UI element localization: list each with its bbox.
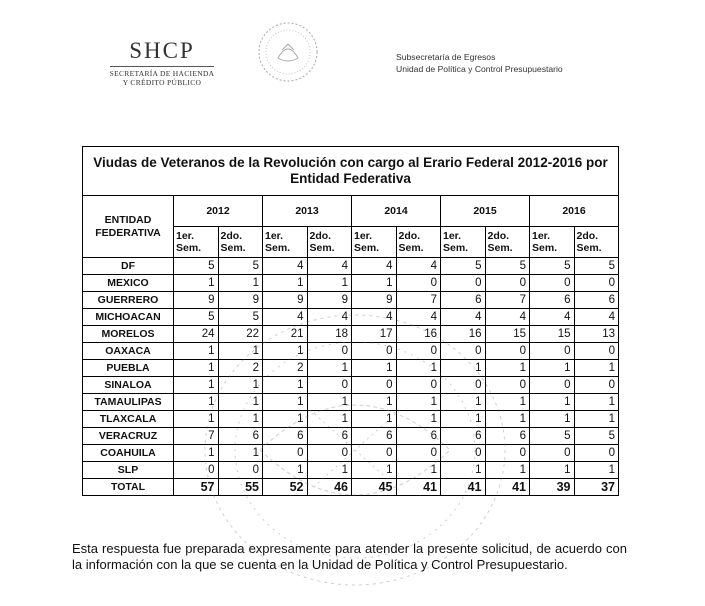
table-title: Viudas de Veteranos de la Revolución con cargo al Erario Federal 2012-2016 por Entidad Federativa bbox=[83, 147, 619, 196]
entity-name: MICHOACAN bbox=[83, 309, 174, 326]
value-cell: 4 bbox=[441, 309, 486, 326]
value-cell: 5 bbox=[574, 428, 619, 445]
value-cell: 0 bbox=[574, 275, 619, 292]
sem2-header: 2do. Sem. bbox=[485, 227, 530, 258]
value-cell: 0 bbox=[307, 377, 352, 394]
value-cell: 1 bbox=[218, 275, 263, 292]
value-cell: 4 bbox=[352, 258, 397, 275]
value-cell: 0 bbox=[530, 343, 575, 360]
value-cell: 1 bbox=[174, 275, 219, 292]
value-cell: 0 bbox=[485, 377, 530, 394]
value-cell: 6 bbox=[263, 428, 308, 445]
value-cell: 52 bbox=[263, 479, 308, 496]
value-cell: 0 bbox=[263, 445, 308, 462]
value-cell: 0 bbox=[174, 462, 219, 479]
value-cell: 4 bbox=[307, 309, 352, 326]
table-row bbox=[83, 411, 619, 428]
value-cell: 1 bbox=[307, 394, 352, 411]
value-cell: 4 bbox=[263, 309, 308, 326]
value-cell: 1 bbox=[574, 360, 619, 377]
value-cell: 15 bbox=[530, 326, 575, 343]
value-cell: 1 bbox=[174, 394, 219, 411]
value-cell: 5 bbox=[574, 258, 619, 275]
value-cell: 4 bbox=[263, 258, 308, 275]
value-cell: 6 bbox=[352, 428, 397, 445]
value-cell: 2 bbox=[263, 360, 308, 377]
table-row bbox=[83, 360, 619, 377]
value-cell: 5 bbox=[441, 258, 486, 275]
value-cell: 1 bbox=[530, 411, 575, 428]
value-cell: 0 bbox=[574, 377, 619, 394]
value-cell: 4 bbox=[396, 309, 441, 326]
value-cell: 4 bbox=[307, 258, 352, 275]
value-cell: 9 bbox=[307, 292, 352, 309]
value-cell: 0 bbox=[218, 462, 263, 479]
value-cell: 1 bbox=[352, 360, 397, 377]
table-row bbox=[83, 326, 619, 343]
table-row bbox=[83, 445, 619, 462]
value-cell: 1 bbox=[485, 411, 530, 428]
value-cell: 13 bbox=[574, 326, 619, 343]
value-cell: 5 bbox=[485, 258, 530, 275]
value-cell: 16 bbox=[396, 326, 441, 343]
value-cell: 1 bbox=[218, 411, 263, 428]
value-cell: 1 bbox=[174, 445, 219, 462]
value-cell: 39 bbox=[530, 479, 575, 496]
office-line-2: Unidad de Política y Control Presupuestario bbox=[396, 63, 563, 74]
value-cell: 1 bbox=[174, 343, 219, 360]
value-cell: 1 bbox=[530, 394, 575, 411]
value-cell: 1 bbox=[352, 411, 397, 428]
value-cell: 5 bbox=[530, 428, 575, 445]
value-cell: 5 bbox=[174, 309, 219, 326]
value-cell: 1 bbox=[263, 462, 308, 479]
value-cell: 0 bbox=[441, 377, 486, 394]
table-row bbox=[83, 309, 619, 326]
value-cell: 41 bbox=[485, 479, 530, 496]
value-cell: 0 bbox=[485, 343, 530, 360]
value-cell: 57 bbox=[174, 479, 219, 496]
value-cell: 0 bbox=[352, 377, 397, 394]
value-cell: 0 bbox=[530, 445, 575, 462]
value-cell: 0 bbox=[574, 343, 619, 360]
value-cell: 1 bbox=[218, 445, 263, 462]
value-cell: 1 bbox=[352, 462, 397, 479]
value-cell: 5 bbox=[218, 309, 263, 326]
value-cell: 6 bbox=[441, 292, 486, 309]
sem2-header: 2do. Sem. bbox=[218, 227, 263, 258]
value-cell: 1 bbox=[574, 411, 619, 428]
value-cell: 6 bbox=[485, 428, 530, 445]
value-cell: 37 bbox=[574, 479, 619, 496]
logo-subtitle-1: SECRETARÍA DE HACIENDA bbox=[109, 69, 215, 78]
sem2-header: 2do. Sem. bbox=[307, 227, 352, 258]
value-cell: 1 bbox=[441, 462, 486, 479]
value-cell: 45 bbox=[352, 479, 397, 496]
value-cell: 0 bbox=[307, 445, 352, 462]
year-header: 2016 bbox=[530, 196, 619, 227]
value-cell: 1 bbox=[263, 275, 308, 292]
entity-name: GUERRERO bbox=[83, 292, 174, 309]
value-cell: 1 bbox=[263, 343, 308, 360]
value-cell: 1 bbox=[307, 360, 352, 377]
value-cell: 1 bbox=[307, 462, 352, 479]
value-cell: 17 bbox=[352, 326, 397, 343]
value-cell: 1 bbox=[307, 275, 352, 292]
entity-name: MORELOS bbox=[83, 326, 174, 343]
value-cell: 6 bbox=[441, 428, 486, 445]
value-cell: 1 bbox=[396, 462, 441, 479]
value-cell: 9 bbox=[263, 292, 308, 309]
viudas-table bbox=[82, 146, 619, 496]
value-cell: 0 bbox=[441, 343, 486, 360]
entity-name: SLP bbox=[83, 462, 174, 479]
entity-name: PUEBLA bbox=[83, 360, 174, 377]
value-cell: 1 bbox=[263, 394, 308, 411]
value-cell: 0 bbox=[352, 445, 397, 462]
value-cell: 1 bbox=[485, 462, 530, 479]
value-cell: 7 bbox=[485, 292, 530, 309]
logo-text: SHCP bbox=[129, 38, 195, 63]
year-header: 2015 bbox=[441, 196, 530, 227]
value-cell: 41 bbox=[396, 479, 441, 496]
value-cell: 18 bbox=[307, 326, 352, 343]
sem1-header: 1er. Sem. bbox=[530, 227, 575, 258]
value-cell: 0 bbox=[396, 377, 441, 394]
value-cell: 1 bbox=[352, 275, 397, 292]
entity-name: TOTAL bbox=[83, 479, 174, 496]
value-cell: 46 bbox=[307, 479, 352, 496]
value-cell: 4 bbox=[530, 309, 575, 326]
value-cell: 0 bbox=[396, 445, 441, 462]
value-cell: 1 bbox=[574, 462, 619, 479]
value-cell: 1 bbox=[396, 411, 441, 428]
footer-note: Esta respuesta fue preparada expresamente para atender la presente solicitud, de acuerdo con la información con la que se cuenta en la Unidad de Política y Control Presupuestario. bbox=[72, 541, 627, 572]
sem1-header: 1er. Sem. bbox=[441, 227, 486, 258]
year-header: 2013 bbox=[263, 196, 352, 227]
value-cell: 0 bbox=[396, 343, 441, 360]
value-cell: 6 bbox=[574, 292, 619, 309]
value-cell: 1 bbox=[174, 360, 219, 377]
value-cell: 9 bbox=[174, 292, 219, 309]
value-cell: 6 bbox=[307, 428, 352, 445]
value-cell: 2 bbox=[218, 360, 263, 377]
table-row bbox=[83, 462, 619, 479]
year-header: 2014 bbox=[352, 196, 441, 227]
table-row bbox=[83, 343, 619, 360]
value-cell: 21 bbox=[263, 326, 308, 343]
table-row bbox=[83, 258, 619, 275]
table-row bbox=[83, 275, 619, 292]
value-cell: 9 bbox=[218, 292, 263, 309]
year-header: 2012 bbox=[174, 196, 263, 227]
value-cell: 41 bbox=[441, 479, 486, 496]
value-cell: 0 bbox=[441, 445, 486, 462]
value-cell: 4 bbox=[396, 258, 441, 275]
value-cell: 5 bbox=[174, 258, 219, 275]
value-cell: 1 bbox=[352, 394, 397, 411]
value-cell: 0 bbox=[530, 275, 575, 292]
sem1-header: 1er. Sem. bbox=[263, 227, 308, 258]
sem2-header: 2do. Sem. bbox=[396, 227, 441, 258]
value-cell: 1 bbox=[485, 394, 530, 411]
entity-name: TLAXCALA bbox=[83, 411, 174, 428]
value-cell: 0 bbox=[485, 445, 530, 462]
value-cell: 1 bbox=[530, 360, 575, 377]
value-cell: 1 bbox=[574, 394, 619, 411]
shcp-logo bbox=[92, 38, 232, 87]
table-row bbox=[83, 292, 619, 309]
value-cell: 4 bbox=[352, 309, 397, 326]
value-cell: 55 bbox=[218, 479, 263, 496]
value-cell: 1 bbox=[218, 377, 263, 394]
office-line-1: Subsecretaría de Egresos bbox=[396, 52, 496, 62]
value-cell: 1 bbox=[441, 394, 486, 411]
value-cell: 7 bbox=[396, 292, 441, 309]
value-cell: 9 bbox=[352, 292, 397, 309]
value-cell: 1 bbox=[218, 343, 263, 360]
value-cell: 1 bbox=[530, 462, 575, 479]
value-cell: 16 bbox=[441, 326, 486, 343]
value-cell: 0 bbox=[530, 377, 575, 394]
value-cell: 0 bbox=[485, 275, 530, 292]
value-cell: 1 bbox=[396, 360, 441, 377]
value-cell: 1 bbox=[218, 394, 263, 411]
sem1-header: 1er. Sem. bbox=[174, 227, 219, 258]
value-cell: 7 bbox=[174, 428, 219, 445]
value-cell: 1 bbox=[485, 360, 530, 377]
value-cell: 1 bbox=[174, 411, 219, 428]
value-cell: 1 bbox=[263, 377, 308, 394]
value-cell: 0 bbox=[307, 343, 352, 360]
entity-name: MEXICO bbox=[83, 275, 174, 292]
value-cell: 1 bbox=[263, 411, 308, 428]
value-cell: 15 bbox=[485, 326, 530, 343]
entity-name: TAMAULIPAS bbox=[83, 394, 174, 411]
national-seal-icon bbox=[256, 20, 320, 84]
value-cell: 24 bbox=[174, 326, 219, 343]
sem1-header: 1er. Sem. bbox=[352, 227, 397, 258]
value-cell: 1 bbox=[307, 411, 352, 428]
value-cell: 6 bbox=[396, 428, 441, 445]
value-cell: 5 bbox=[530, 258, 575, 275]
value-cell: 1 bbox=[396, 394, 441, 411]
entity-name: SINALOA bbox=[83, 377, 174, 394]
value-cell: 0 bbox=[441, 275, 486, 292]
total-row bbox=[83, 479, 619, 496]
entity-name: COAHUILA bbox=[83, 445, 174, 462]
table-row bbox=[83, 377, 619, 394]
entity-name: DF bbox=[83, 258, 174, 275]
value-cell: 5 bbox=[218, 258, 263, 275]
value-cell: 0 bbox=[574, 445, 619, 462]
office-header bbox=[396, 52, 563, 75]
table-row bbox=[83, 394, 619, 411]
value-cell: 0 bbox=[396, 275, 441, 292]
logo-divider bbox=[110, 66, 214, 67]
logo-subtitle-2: Y CRÉDITO PÚBLICO bbox=[122, 78, 202, 87]
value-cell: 4 bbox=[485, 309, 530, 326]
sem2-header: 2do. Sem. bbox=[574, 227, 619, 258]
value-cell: 1 bbox=[174, 377, 219, 394]
value-cell: 22 bbox=[218, 326, 263, 343]
value-cell: 0 bbox=[352, 343, 397, 360]
entity-name: VERACRUZ bbox=[83, 428, 174, 445]
value-cell: 1 bbox=[441, 360, 486, 377]
entity-header: ENTIDAD FEDERATIVA bbox=[83, 196, 174, 258]
value-cell: 1 bbox=[441, 411, 486, 428]
value-cell: 6 bbox=[218, 428, 263, 445]
value-cell: 4 bbox=[574, 309, 619, 326]
entity-name: OAXACA bbox=[83, 343, 174, 360]
table-row bbox=[83, 428, 619, 445]
value-cell: 6 bbox=[530, 292, 575, 309]
